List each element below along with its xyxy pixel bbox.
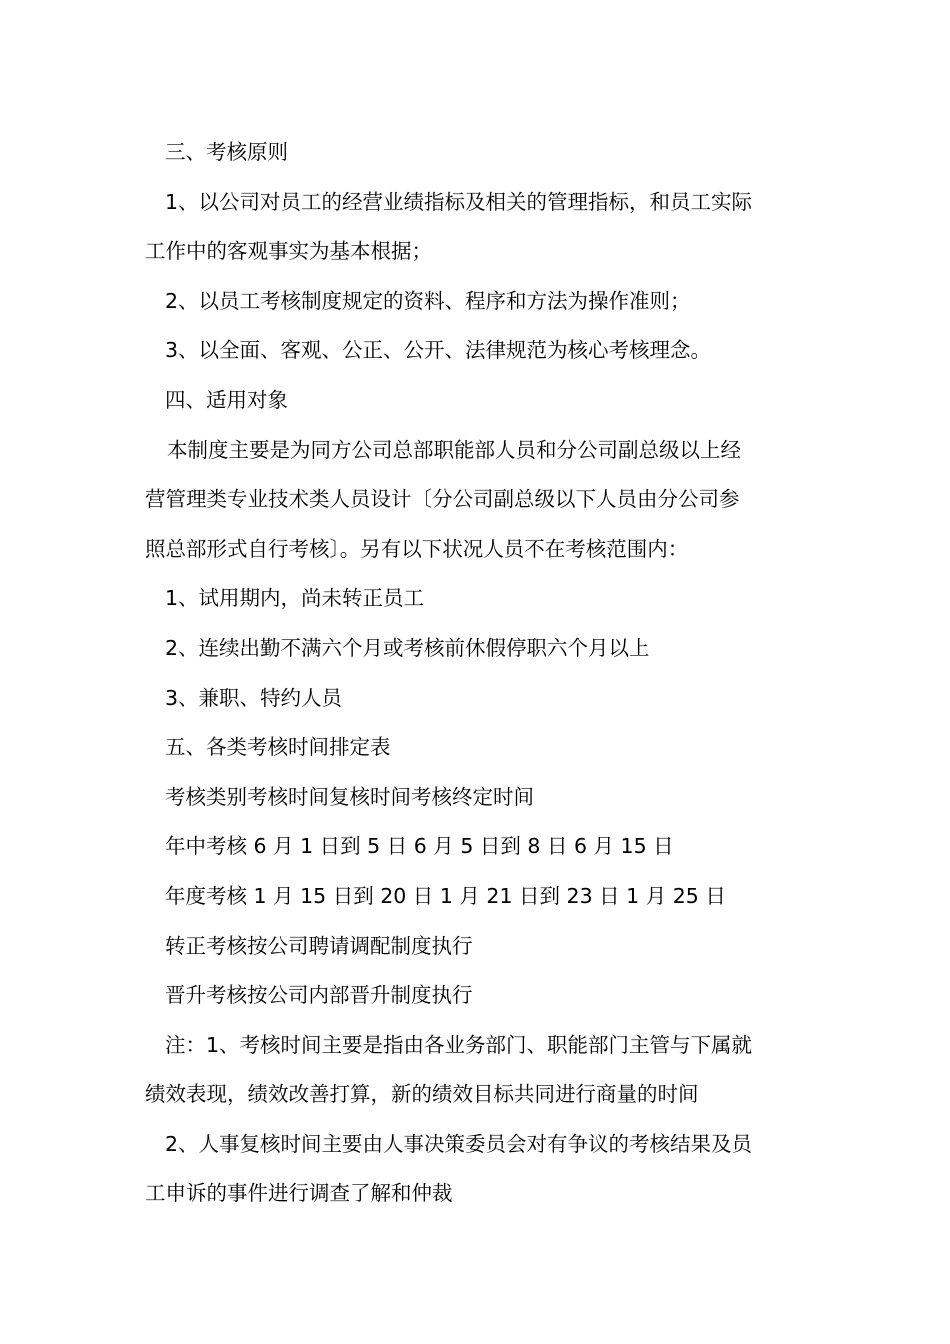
note-line: 注：1、考核时间主要是指由各业务部门、职能部门主管与下属就 <box>165 1032 753 1057</box>
paragraph-line: 3、以全面、客观、公正、公开、法律规范为核心考核理念。 <box>165 338 712 363</box>
document-body <box>145 128 810 1219</box>
note-line: 绩效表现，绩效改善打算，新的绩效目标共同进行商量的时间 <box>145 1082 699 1107</box>
paragraph-line: 1、试用期内，尚未转正员工 <box>165 586 425 611</box>
section-heading-scope: 四、适用对象 <box>165 387 288 412</box>
note-line: 2、人事复核时间主要由人事决策委员会对有争议的考核结果及员 <box>165 1131 753 1156</box>
paragraph-line: 1、以公司对员工的经营业绩指标及相关的管理指标，和员工实际 <box>165 189 753 214</box>
paragraph-line: 照总部形式自行考核〕。另有以下状况人员不在考核范围内： <box>145 536 689 561</box>
schedule-header-line: 考核类别考核时间复核时间考核终定时间 <box>165 784 534 809</box>
paragraph-line: 本制度主要是为同方公司总部职能部人员和分公司副总级以上经 <box>167 437 741 462</box>
note-line: 工申诉的事件进行调查了解和仲裁 <box>145 1181 453 1206</box>
section-heading-principles: 三、考核原则 <box>165 140 288 164</box>
paragraph-line: 3、兼职、特约人员 <box>165 685 343 710</box>
schedule-row: 年度考核 1 月 15 日到 20 日 1 月 21 日到 23 日 1 月 25 日 <box>165 883 726 908</box>
paragraph-line: 2、连续出勤不满六个月或考核前休假停职六个月以上 <box>165 635 650 660</box>
paragraph-line: 2、以员工考核制度规定的资料、程序和方法为操作准则； <box>165 288 691 313</box>
schedule-row: 晋升考核按公司内部晋升制度执行 <box>165 983 473 1008</box>
paragraph-line: 工作中的客观事实为基本根据； <box>145 239 432 264</box>
section-heading-schedule: 五、各类考核时间排定表 <box>165 735 391 760</box>
schedule-row: 转正考核按公司聘请调配制度执行 <box>165 933 473 958</box>
paragraph-line: 营管理类专业技术类人员设计〔分公司副总级以下人员由分公司参 <box>145 487 740 512</box>
schedule-row: 年中考核 6 月 1 日到 5 日 6 月 5 日到 8 日 6 月 15 日 <box>165 834 674 859</box>
